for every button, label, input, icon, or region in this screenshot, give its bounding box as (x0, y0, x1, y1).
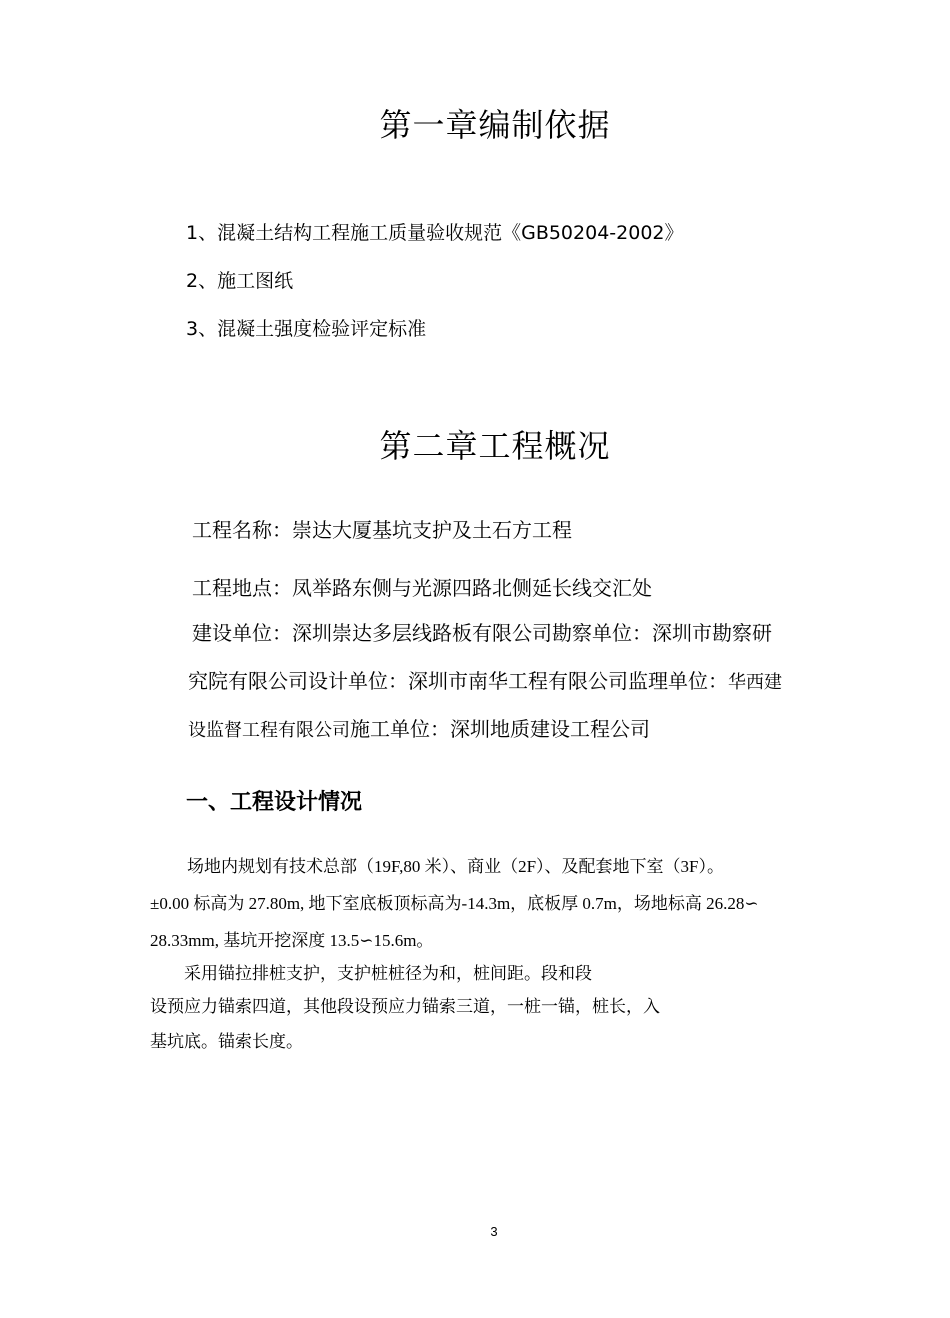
parties-line-2-main: 究院有限公司设计单位：深圳市南华工程有限公司监理单位： (188, 669, 728, 693)
parties-line-3 (188, 713, 650, 742)
reference-item-3: 3、混凝土强度检验评定标准 (186, 318, 427, 340)
page-number: 3 (490, 1224, 498, 1239)
parties-line-3-main: 施工单位：深圳地质建设工程公司 (350, 717, 650, 741)
parties-line-1: 建设单位：深圳崇达多层线路板有限公司勘察单位：深圳市勘察研 (192, 621, 772, 645)
chapter-2-title: 第二章工程概况 (379, 427, 611, 465)
design-para-2-line-2: 设预应力锚索四道，其他段设预应力锚索三道，一桩一锚，桩长，入 (150, 997, 660, 1016)
parties-line-2-tail: 华西建 (728, 672, 782, 693)
reference-item-2: 2、施工图纸 (186, 270, 294, 292)
design-para-1-line-1: 场地内规划有技术总部（19F,80 米）、商业（2F）、及配套地下室（3F）。 (187, 857, 725, 876)
design-para-1-line-3: 28.33mm, 基坑开挖深度 13.5∽15.6m。 (150, 931, 434, 950)
parties-line-3-head: 设监督工程有限公司 (188, 720, 350, 741)
design-para-2-line-3: 基坑底。锚索长度。 (150, 1032, 303, 1051)
section-heading-design: 一、工程设计情况 (186, 790, 363, 815)
reference-item-1: 1、混凝土结构工程施工质量验收规范《GB50204-2002》 (186, 222, 684, 244)
design-para-1-line-2: ±0.00 标高为 27.80m, 地下室底板顶标高为-14.3m，底板厚 0.7m，场地标高 26.28∽ (150, 894, 759, 913)
parties-line-2 (188, 665, 782, 694)
project-name: 工程名称：崇达大厦基坑支护及土石方工程 (192, 518, 572, 542)
chapter-1-title: 第一章编制依据 (379, 106, 611, 144)
project-location: 工程地点：凤举路东侧与光源四路北侧延长线交汇处 (192, 576, 652, 600)
design-para-2-line-1: 采用锚拉排桩支护，支护桩桩径为和，桩间距。段和段 (184, 964, 592, 983)
